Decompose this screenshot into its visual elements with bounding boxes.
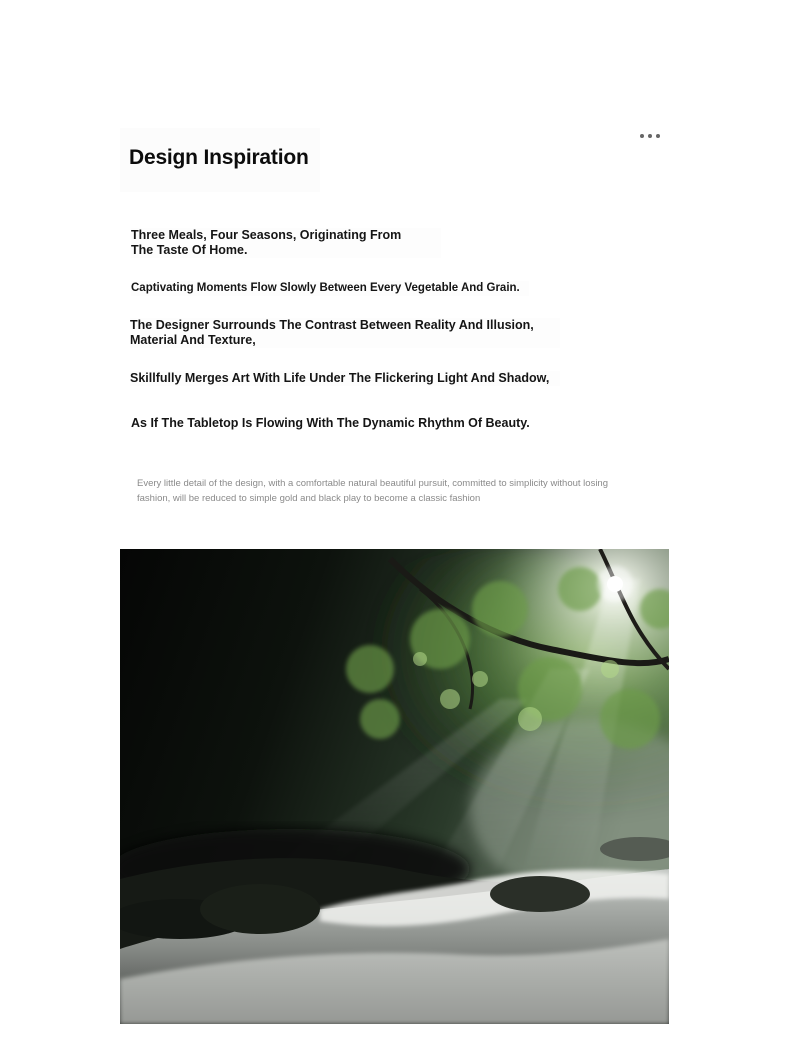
description-line-1: Every little detail of the design, with a comfortable natural beautiful pursuit, committed to simplicity without losing <box>137 478 609 489</box>
inspiration-line-1b: The Taste Of Home. <box>131 243 248 257</box>
design-description <box>137 476 647 506</box>
dot <box>656 134 660 138</box>
page-title: Design Inspiration <box>129 146 309 169</box>
forest-stream-photo <box>120 549 669 1024</box>
inspiration-line-3b: Material And Texture, <box>130 333 256 347</box>
inspiration-line-3a: The Designer Surrounds The Contrast Between Reality And Illusion, <box>130 318 534 332</box>
dot <box>648 134 652 138</box>
inspiration-line-1a: Three Meals, Four Seasons, Originating From <box>131 228 402 242</box>
inspiration-line-2a: Captivating Moments Flow Slowly Between Every Vegetable And Grain. <box>131 282 520 294</box>
dot <box>640 134 644 138</box>
inspiration-line-5 <box>131 416 530 431</box>
inspiration-line-1 <box>131 228 441 258</box>
inspiration-line-2 <box>131 281 529 296</box>
inspiration-line-5a: As If The Tabletop Is Flowing With The Dynamic Rhythm Of Beauty. <box>131 416 530 430</box>
inspiration-line-4 <box>130 371 560 386</box>
inspiration-line-4a: Skillfully Merges Art With Life Under The Flickering Light And Shadow, <box>130 371 550 385</box>
more-options-icon[interactable] <box>640 134 660 138</box>
inspiration-line-3 <box>130 318 560 348</box>
description-line-2: fashion, will be reduced to simple gold and black play to become a classic fashion <box>137 493 481 504</box>
